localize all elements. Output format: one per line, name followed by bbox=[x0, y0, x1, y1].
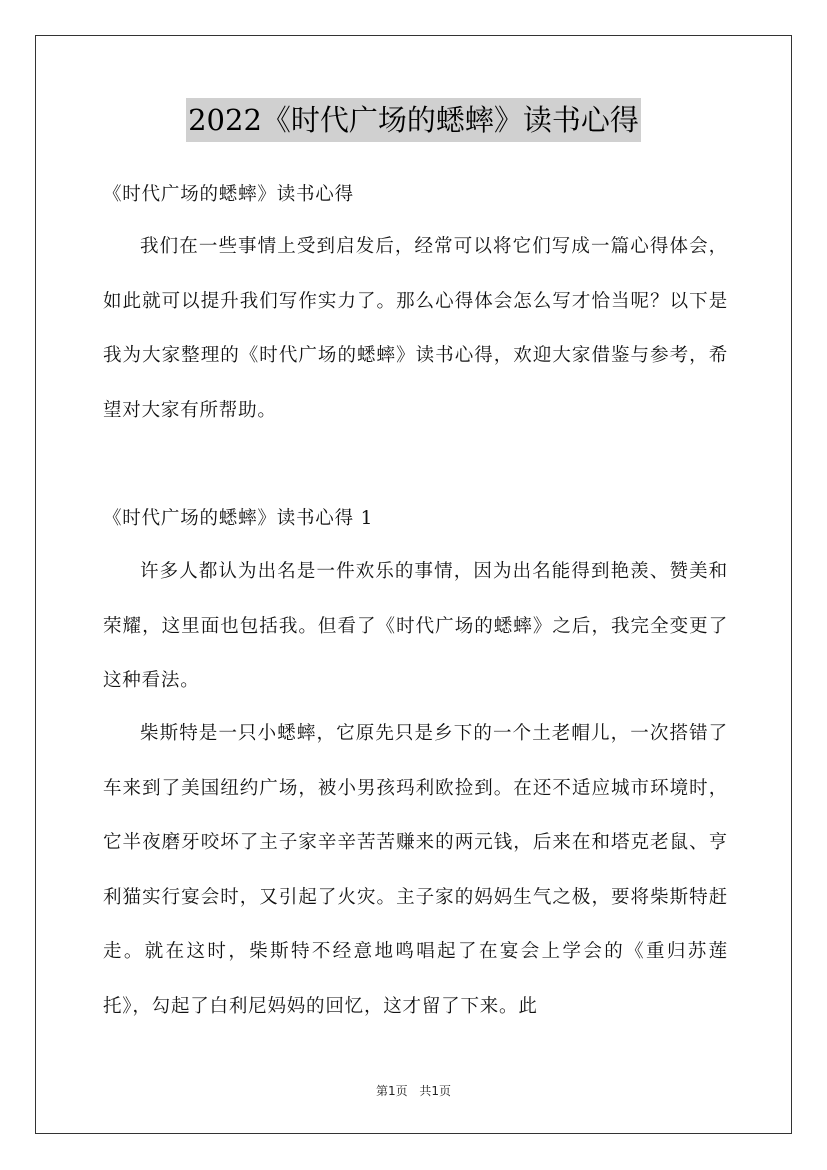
intro-paragraph bbox=[103, 220, 728, 438]
body-paragraph-2 bbox=[103, 707, 728, 1034]
title-container bbox=[0, 98, 827, 142]
paragraph-text: 许多人都认为出名是一件欢乐的事情，因为出名能得到艳羡、赞美和荣耀，这里面也包括我。但看了《时代广场的蟋蟀》之后，我完全变更了这种看法。 bbox=[103, 561, 728, 691]
page-total: 共1页 bbox=[419, 1084, 452, 1098]
paragraph-text: 我们在一些事情上受到启发后，经常可以将它们写成一篇心得体会，如此就可以提升我们写作实力了。那么心得体会怎么写才恰当呢？以下是我为大家整理的《时代广场的蟋蟀》读书心得，欢迎大家借鉴与参考，希望对大家有所帮助。 bbox=[103, 236, 728, 421]
page-footer bbox=[0, 1082, 827, 1099]
body-paragraph-1 bbox=[103, 545, 728, 709]
section-heading-1 bbox=[103, 492, 728, 547]
page-number: 第1页 bbox=[375, 1084, 408, 1098]
document-title: 2022《时代广场的蟋蟀》读书心得 bbox=[186, 98, 641, 142]
subtitle-text: 《时代广场的蟋蟀》读书心得 bbox=[103, 184, 354, 205]
section-heading-intro bbox=[103, 168, 728, 223]
paragraph-text: 柴斯特是一只小蟋蟀，它原先只是乡下的一个土老帽儿，一次搭错了车来到了美国纽约广场，被小男孩玛利欧捡到。在还不适应城市环境时，它半夜磨牙咬坏了主子家辛辛苦苦赚来的两元钱，后来在和塔克老鼠、亨利猫实行宴会时，又引起了火灾。主子家的妈妈生气之极，要将柴斯特赶走。就在这时，柴斯特不经意地鸣唱起了在宴会上学会的《重归苏莲托》，勾起了白利尼妈妈的回忆，这才留了下来。此 bbox=[103, 723, 728, 1017]
subtitle-text: 《时代广场的蟋蟀》读书心得 1 bbox=[103, 508, 374, 529]
